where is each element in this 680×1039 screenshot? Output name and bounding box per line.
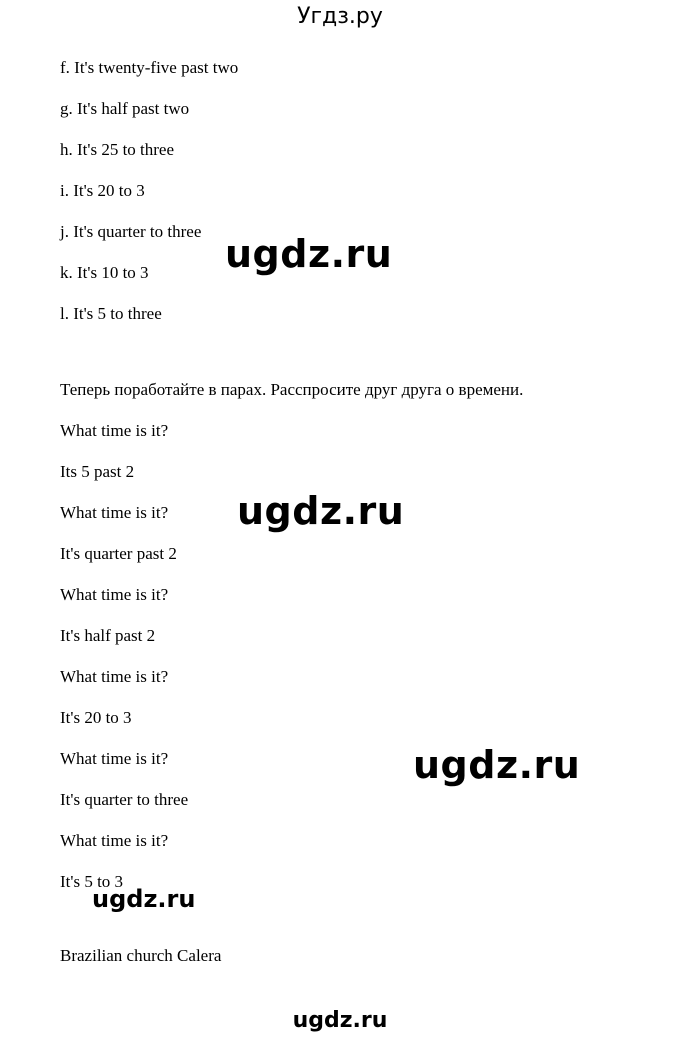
dialogue-line: Its 5 past 2: [60, 462, 135, 481]
footer-watermark: ugdz.ru: [292, 1008, 388, 1033]
instruction-text: Теперь поработайте в парах. Расспросите друг друга о времени.: [60, 380, 524, 399]
watermark: ugdz.ru: [413, 743, 581, 787]
dialogue-line: It's quarter to three: [60, 790, 189, 809]
dialogue-line: What time is it?: [60, 667, 169, 686]
dialogue-line: It's quarter past 2: [60, 544, 177, 563]
watermark: ugdz.ru: [225, 232, 393, 276]
answer-line-k: k. It's 10 to 3: [60, 263, 149, 282]
dialogue-line: What time is it?: [60, 585, 169, 604]
dialogue-line: What time is it?: [60, 421, 169, 440]
watermark: ugdz.ru: [237, 489, 405, 533]
answer-line-i: i. It's 20 to 3: [60, 181, 145, 200]
page-header-title: Угдз.ру: [297, 4, 383, 29]
watermark-small: ugdz.ru: [92, 885, 196, 913]
answer-line-l: l. It's 5 to three: [60, 304, 162, 323]
dialogue-line: What time is it?: [60, 503, 169, 522]
answer-line-f: f. It's twenty-five past two: [60, 58, 239, 77]
answer-line-j: j. It's quarter to three: [60, 222, 202, 241]
dialogue-line: It's 20 to 3: [60, 708, 132, 727]
dialogue-line: It's 5 to 3: [60, 872, 124, 891]
dialogue-line: What time is it?: [60, 831, 169, 850]
dialogue-line: It's half past 2: [60, 626, 156, 645]
answer-line-g: g. It's half past two: [60, 99, 190, 118]
dialogue-line: What time is it?: [60, 749, 169, 768]
closing-text: Brazilian church Calera: [60, 946, 222, 965]
answer-line-h: h. It's 25 to three: [60, 140, 175, 159]
